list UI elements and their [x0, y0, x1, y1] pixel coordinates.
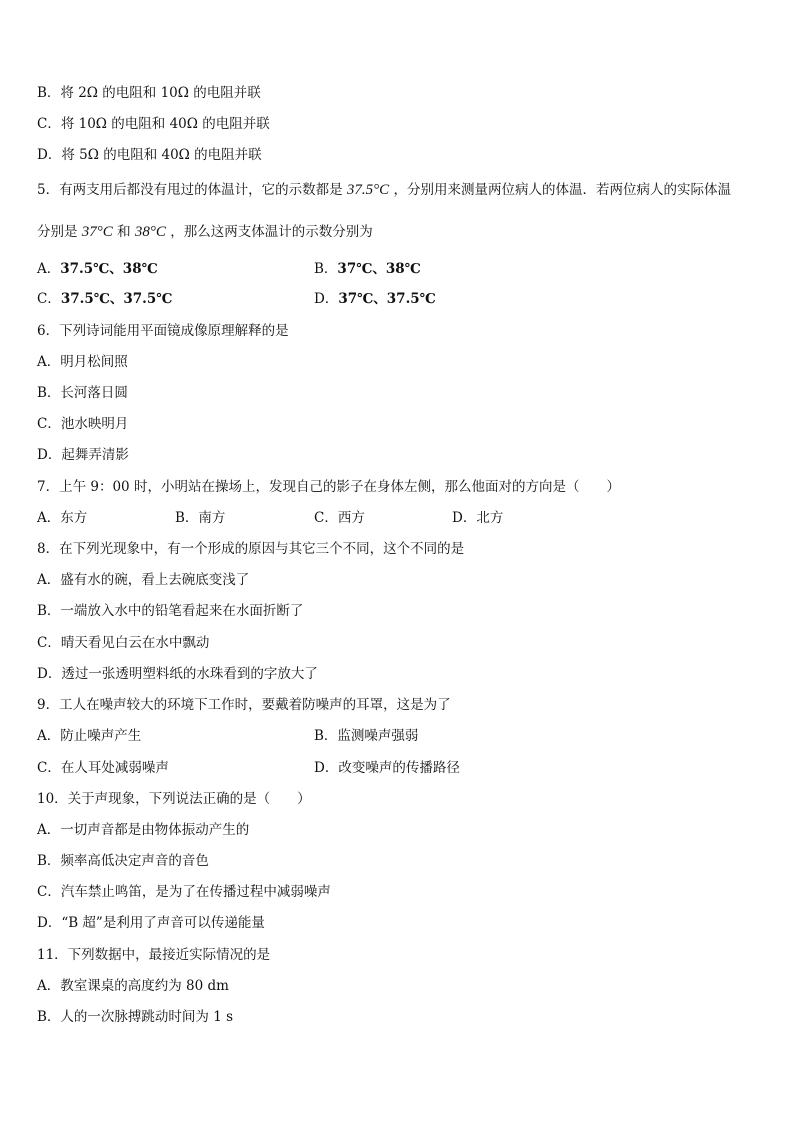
q5-option-c-value: 37.5℃、37.5℃: [60, 291, 173, 307]
q8-option-d: D．透过一张透明塑料纸的水珠看到的字放大了: [37, 666, 318, 682]
q9-option-a: A．防止噪声产生: [37, 728, 142, 744]
q7-option-b: B．南方: [175, 510, 226, 526]
q8-option-c: C．晴天看见白云在水中飘动: [37, 635, 210, 651]
q5-option-a: [37, 260, 158, 278]
q6-option-d: D．起舞弄清影: [37, 447, 129, 463]
q5-temperature-1: 37°C: [81, 224, 113, 240]
q6-option-b: B．长河落日圆: [37, 385, 128, 401]
q8-option-b: B．一端放入水中的铅笔看起来在水面折断了: [37, 603, 304, 619]
q4-option-c: C．将 10Ω 的电阻和 40Ω 的电阻并联: [37, 116, 270, 132]
q5-option-b-value: 37℃、38℃: [337, 261, 421, 277]
q5-stem-conj: 和: [117, 224, 131, 240]
q11-option-b: B．人的一次脉搏跳动时间为 1 s: [37, 1009, 234, 1025]
q5-option-c: [37, 290, 172, 308]
q10-option-b: B．频率高低决定声音的音色: [37, 853, 209, 869]
q5-stem-text: 5．有两支用后都没有甩过的体温计，它的示数都是: [37, 182, 343, 198]
q8-stem: 8．在下列光现象中，有一个形成的原因与其它三个不同，这个不同的是: [37, 541, 465, 557]
q5-option-d-value: 37℃、37.5℃: [338, 291, 436, 307]
q6-option-c: C．池水映明月: [37, 416, 129, 432]
q9-option-c: C．在人耳处减弱噪声: [37, 760, 169, 776]
q5-option-b-label: B．: [314, 261, 338, 277]
q5-stem-line1: [37, 181, 731, 199]
q5-option-a-label: A．: [37, 261, 61, 277]
q10-option-c: C．汽车禁止鸣笛，是为了在传播过程中减弱噪声: [37, 884, 331, 900]
q5-option-d: [314, 290, 436, 308]
q11-option-a: A．教室课桌的高度约为 80 dm: [37, 978, 229, 994]
q10-stem: 10．关于声现象，下列说法正确的是（ ）: [37, 791, 311, 807]
q5-option-c-label: C．: [37, 291, 61, 307]
q5-option-a-value: 37.5℃、38℃: [60, 261, 158, 277]
q5-option-d-label: D．: [314, 291, 339, 307]
q7-stem: 7．上午 9：00 时，小明站在操场上，发现自己的影子在身体左侧，那么他面对的方向是（ ）: [37, 479, 620, 495]
q4-option-d: D．将 5Ω 的电阻和 40Ω 的电阻并联: [37, 147, 262, 163]
q5-stem-line2: [37, 223, 373, 241]
q10-option-a: A．一切声音都是由物体振动产生的: [37, 822, 250, 838]
q7-option-d: D．北方: [452, 510, 504, 526]
q9-stem: 9．工人在噪声较大的环境下工作时，要戴着防噪声的耳罩，这是为了: [37, 697, 451, 713]
q4-option-b: B．将 2Ω 的电阻和 10Ω 的电阻并联: [37, 85, 261, 101]
q7-option-c: C．西方: [314, 510, 365, 526]
q7-option-a: A．东方: [37, 510, 88, 526]
q5-stem-text2: 分别是: [37, 224, 78, 240]
q9-option-d: D．改变噪声的传播路径: [314, 760, 460, 776]
q5-temperature-value: 37.5°C: [346, 182, 390, 198]
q10-option-d: D．“B 超”是利用了声音可以传递能量: [37, 915, 265, 931]
q5-stem-text3: ，那么这两支体温计的示数分别为: [170, 224, 373, 240]
q9-option-b: B．监测噪声强弱: [314, 728, 419, 744]
q8-option-a: A．盛有水的碗，看上去碗底变浅了: [37, 572, 250, 588]
q6-option-a: A．明月松间照: [37, 354, 128, 370]
q5-option-b: [314, 260, 421, 278]
q5-temperature-2: 38°C: [134, 224, 166, 240]
q11-stem: 11．下列数据中，最接近实际情况的是: [37, 947, 271, 963]
q5-stem-text-cont: ，分别用来测量两位病人的体温．若两位病人的实际体温: [393, 182, 731, 198]
q6-stem: 6．下列诗词能用平面镜成像原理解释的是: [37, 323, 289, 339]
